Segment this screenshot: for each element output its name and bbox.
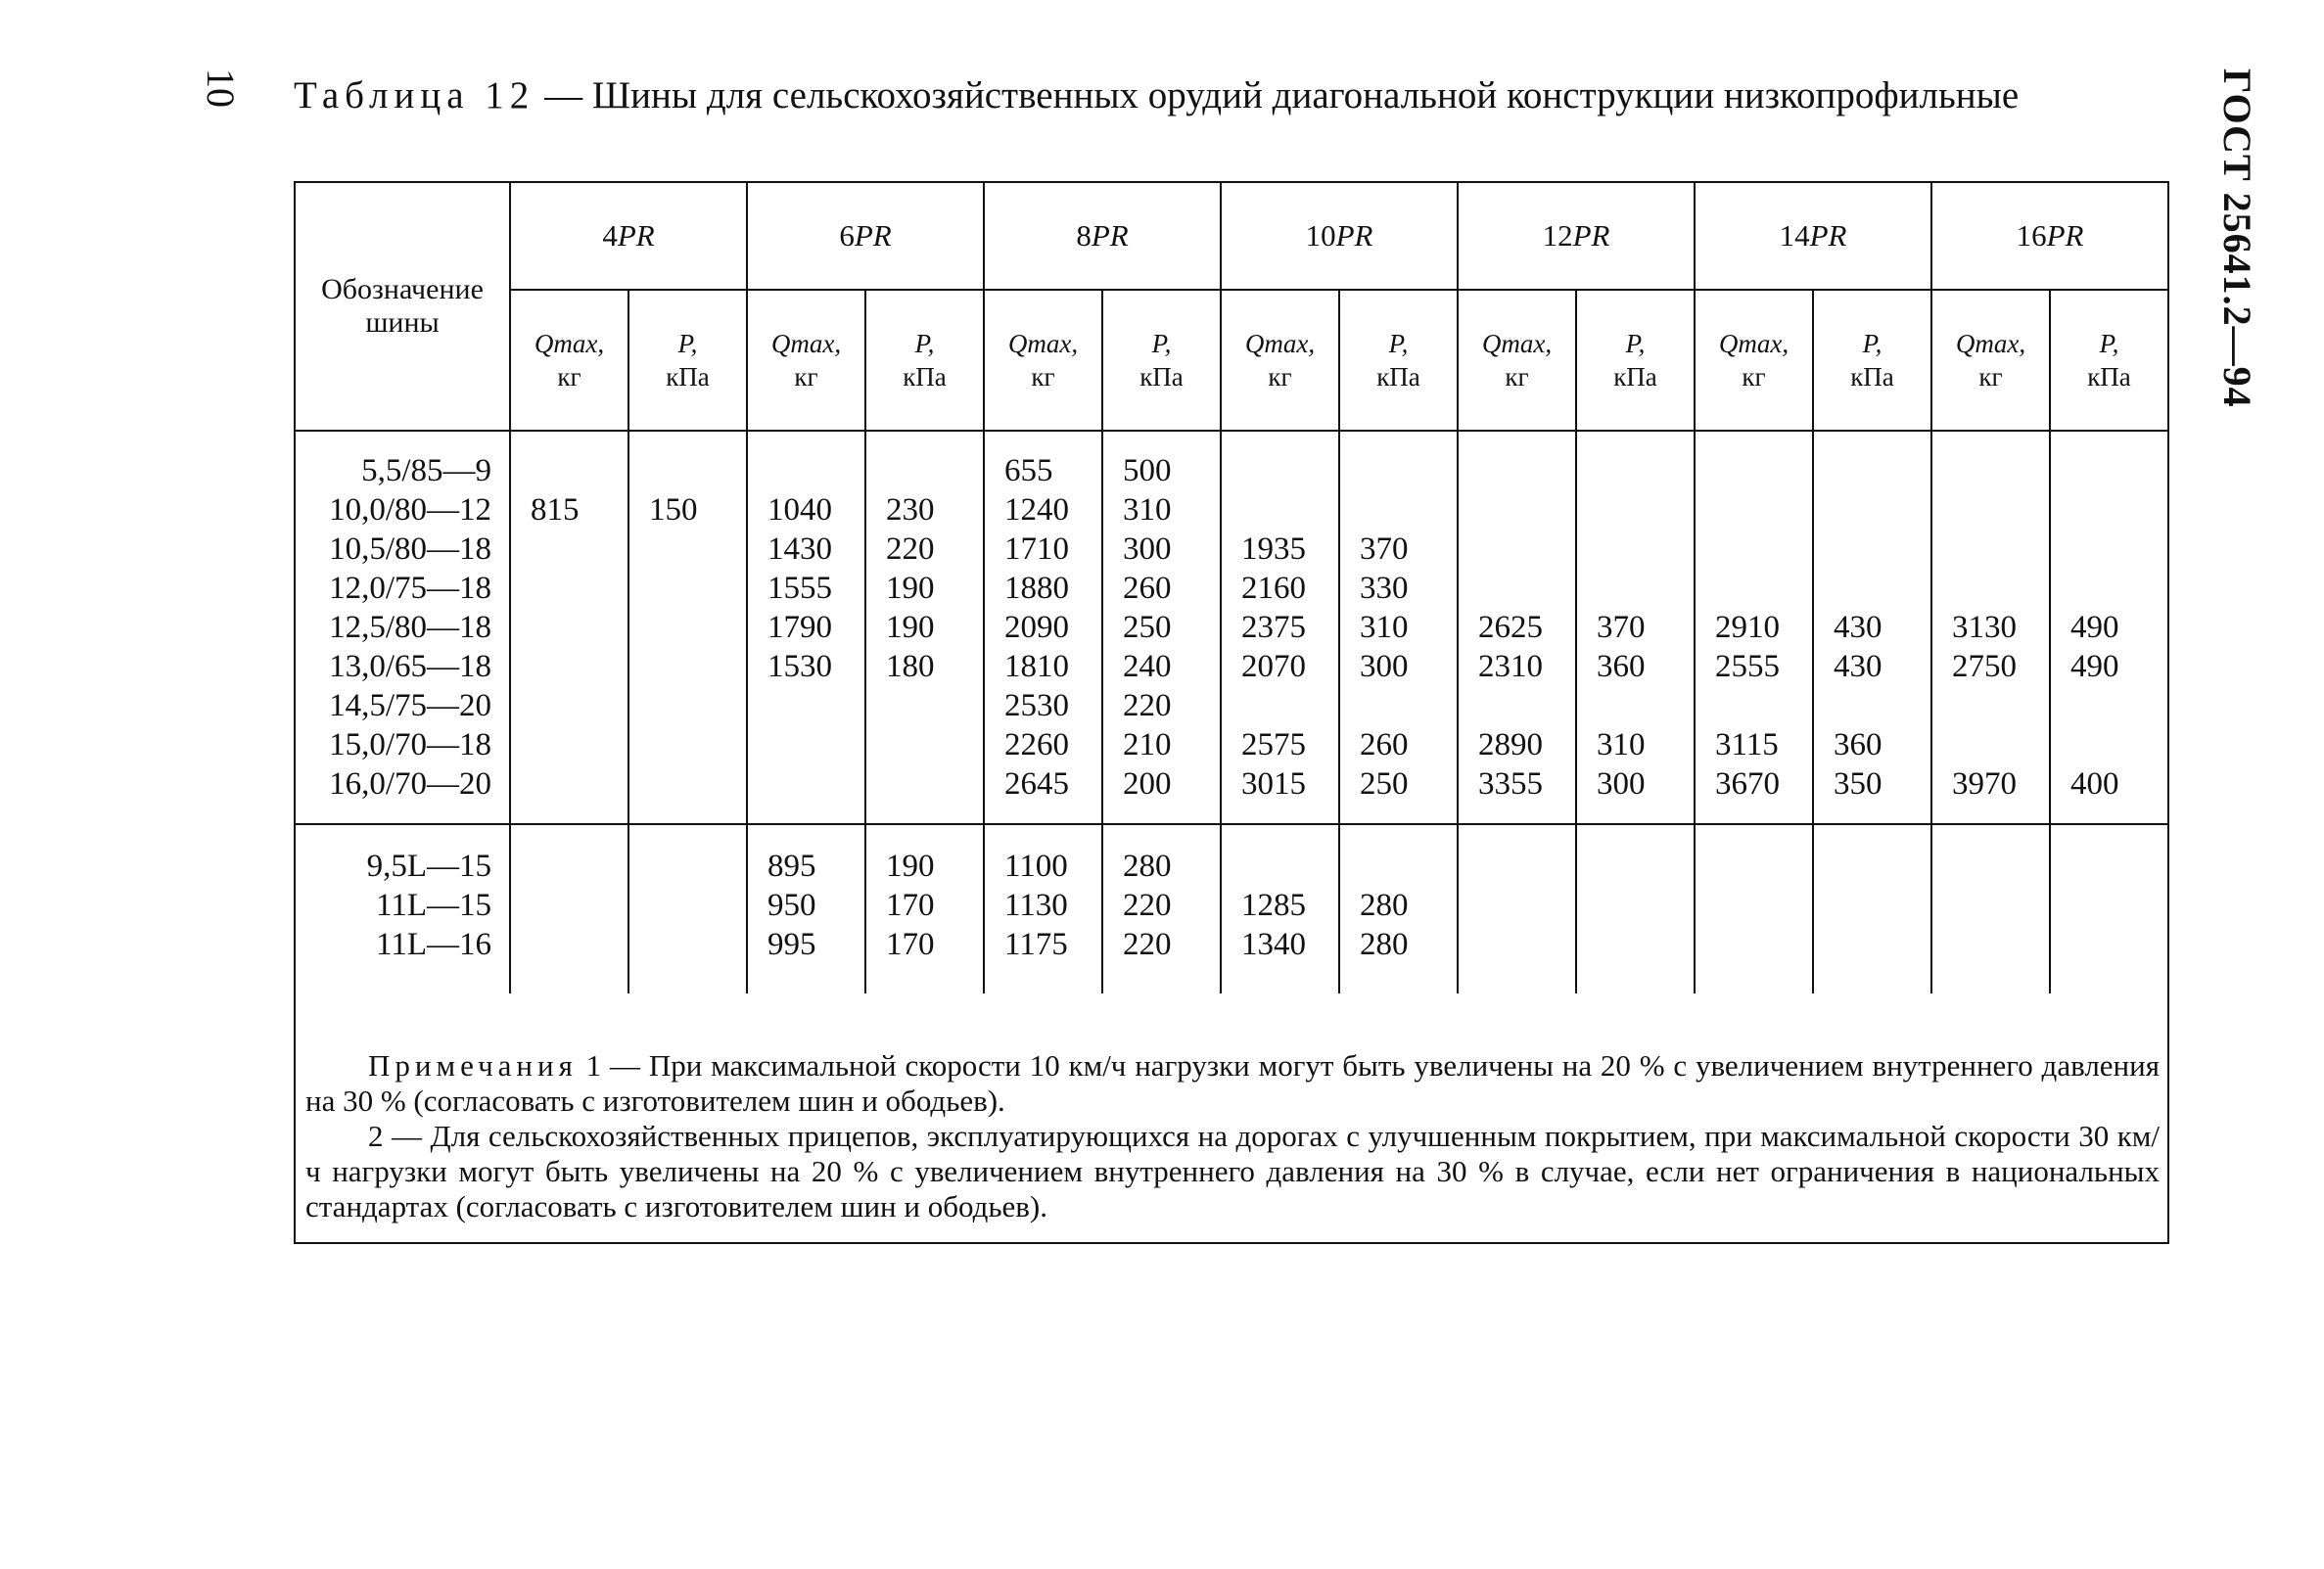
qmax-column-cell <box>510 824 628 993</box>
pressure-label: P, <box>914 329 935 358</box>
pressure-column-cell: 500 310 300 260 250 240 220 210 200 <box>1102 431 1221 824</box>
qmax-column-cell: 655 1240 1710 1880 2090 1810 2530 2260 2645 <box>984 431 1102 824</box>
qmax-unit: кг <box>557 362 581 392</box>
pressure-column-cell <box>1813 824 1931 993</box>
qmax-unit: кг <box>1031 362 1055 392</box>
tire-table <box>294 181 2169 1244</box>
qmax-label: Qmax, <box>1244 329 1316 358</box>
qmax-label: Qmax, <box>1007 329 1079 358</box>
pressure-header <box>1576 290 1695 431</box>
qmax-label: Qmax, <box>1481 329 1553 358</box>
qmax-unit: кг <box>794 362 818 392</box>
note-2: 2 — Для сельскохозяйственных прицепов, эксплуатирующихся на дорогах с улучшенным покрытием, при максимальной скорости 30 км/ч нагрузки могут быть увеличены на 20 % с увеличением внутреннего давления на 30 % в случае, если нет ограничения в национальных стандартах (согласовать с изготовителем шин и ободьев). <box>305 1119 2160 1223</box>
group-header-16pr: 16PR <box>1931 182 2168 290</box>
pressure-column-cell: 370 330 310 300 260 250 <box>1339 431 1458 824</box>
qmax-unit: кг <box>1978 362 2003 392</box>
notes-cell <box>295 993 2168 1243</box>
table-label: Таблица 12 <box>294 74 535 116</box>
qmax-column-cell <box>1458 824 1576 993</box>
pressure-label: P, <box>1388 329 1409 358</box>
running-header: ГОСТ 25641.2—94 <box>2215 69 2259 408</box>
qmax-column-cell: 2625 2310 2890 3355 <box>1458 431 1576 824</box>
qmax-column-cell: 3130 2750 3970 <box>1931 431 2050 824</box>
pressure-header <box>1813 290 1931 431</box>
pressure-header <box>1339 290 1458 431</box>
pressure-column-cell <box>628 824 747 993</box>
pressure-label: P, <box>677 329 698 358</box>
group-header-6pr: 6PR <box>747 182 984 290</box>
group-header-4pr: 4PR <box>510 182 747 290</box>
page-number: 10 <box>199 69 243 108</box>
pressure-unit: кПа <box>666 362 710 392</box>
pressure-column-cell <box>2050 824 2168 993</box>
group-header-10pr: 10PR <box>1221 182 1458 290</box>
qmax-column-cell: 1040 1430 1555 1790 1530 <box>747 431 865 824</box>
qmax-unit: кг <box>1505 362 1529 392</box>
pressure-column-cell: 230 220 190 190 180 <box>865 431 984 824</box>
qmax-column-cell <box>1695 824 1813 993</box>
pressure-column-cell: 280 220 220 <box>1102 824 1221 993</box>
qmax-column-cell: 1285 1340 <box>1221 824 1339 993</box>
qmax-header <box>1695 290 1813 431</box>
qmax-unit: кг <box>1742 362 1766 392</box>
qmax-column-cell: 2910 2555 3115 3670 <box>1695 431 1813 824</box>
table-caption: — Шины для сельскохозяйственных орудий диагональной конструкции низкопрофильные <box>544 74 2020 116</box>
qmax-column-cell: 815 <box>510 431 628 824</box>
pressure-unit: кПа <box>1139 362 1184 392</box>
table-title <box>294 74 2173 117</box>
qmax-header <box>1458 290 1576 431</box>
qmax-column-cell <box>1931 824 2050 993</box>
pressure-label: P, <box>2099 329 2119 358</box>
header-row-groups <box>295 182 2168 290</box>
table-block-l-series <box>295 824 2168 993</box>
group-header-12pr: 12PR <box>1458 182 1695 290</box>
tire-designation-header: Обозначение шины <box>295 182 510 431</box>
tire-names-cell: 5,5/85—9 10,0/80—12 10,5/80—18 12,0/75—18 12,5/80—18 13,0/65—18 14,5/75—20 15,0/70—18 16,0/70—20 <box>295 431 510 824</box>
pressure-column-cell <box>1576 824 1695 993</box>
group-header-14pr: 14PR <box>1695 182 1931 290</box>
qmax-header <box>510 290 628 431</box>
pressure-unit: кПа <box>1613 362 1657 392</box>
tire-names-cell: 9,5L—15 11L—15 11L—16 <box>295 824 510 993</box>
qmax-header <box>984 290 1102 431</box>
qmax-label: Qmax, <box>1955 329 2026 358</box>
qmax-label: Qmax, <box>770 329 842 358</box>
pressure-unit: кПа <box>2087 362 2131 392</box>
qmax-header <box>1221 290 1339 431</box>
pressure-label: P, <box>1151 329 1172 358</box>
qmax-column-cell: 895 950 995 <box>747 824 865 993</box>
note-1-text: 1 — При максимальной скорости 10 км/ч нагрузки могут быть увеличены на 20 % с увеличением внутреннего давления на 30 % (согласовать с изготовителем шин и ободьев). <box>305 1048 2160 1118</box>
qmax-label: Qmax, <box>534 329 605 358</box>
notes-heading: Примечания <box>368 1048 578 1083</box>
table-block-standard <box>295 431 2168 824</box>
pressure-unit: кПа <box>1850 362 1894 392</box>
qmax-column-cell: 1100 1130 1175 <box>984 824 1102 993</box>
pressure-column-cell: 490 490 400 <box>2050 431 2168 824</box>
pressure-label: P, <box>1862 329 1882 358</box>
qmax-label: Qmax, <box>1718 329 1789 358</box>
pressure-header <box>865 290 984 431</box>
notes-row <box>295 993 2168 1243</box>
qmax-column-cell: 1935 2160 2375 2070 2575 3015 <box>1221 431 1339 824</box>
pressure-column-cell: 280 280 <box>1339 824 1458 993</box>
pressure-header <box>628 290 747 431</box>
qmax-header <box>1931 290 2050 431</box>
pressure-column-cell: 190 170 170 <box>865 824 984 993</box>
pressure-header <box>2050 290 2168 431</box>
qmax-unit: кг <box>1268 362 1292 392</box>
pressure-column-cell: 430 430 360 350 <box>1813 431 1931 824</box>
qmax-header <box>747 290 865 431</box>
note-1 <box>305 1048 2160 1119</box>
pressure-unit: кПа <box>1376 362 1420 392</box>
pressure-label: P, <box>1625 329 1646 358</box>
pressure-header <box>1102 290 1221 431</box>
pressure-column-cell: 370 360 310 300 <box>1576 431 1695 824</box>
pressure-column-cell: 150 <box>628 431 747 824</box>
group-header-8pr: 8PR <box>984 182 1221 290</box>
pressure-unit: кПа <box>903 362 947 392</box>
header-row-units <box>295 290 2168 431</box>
